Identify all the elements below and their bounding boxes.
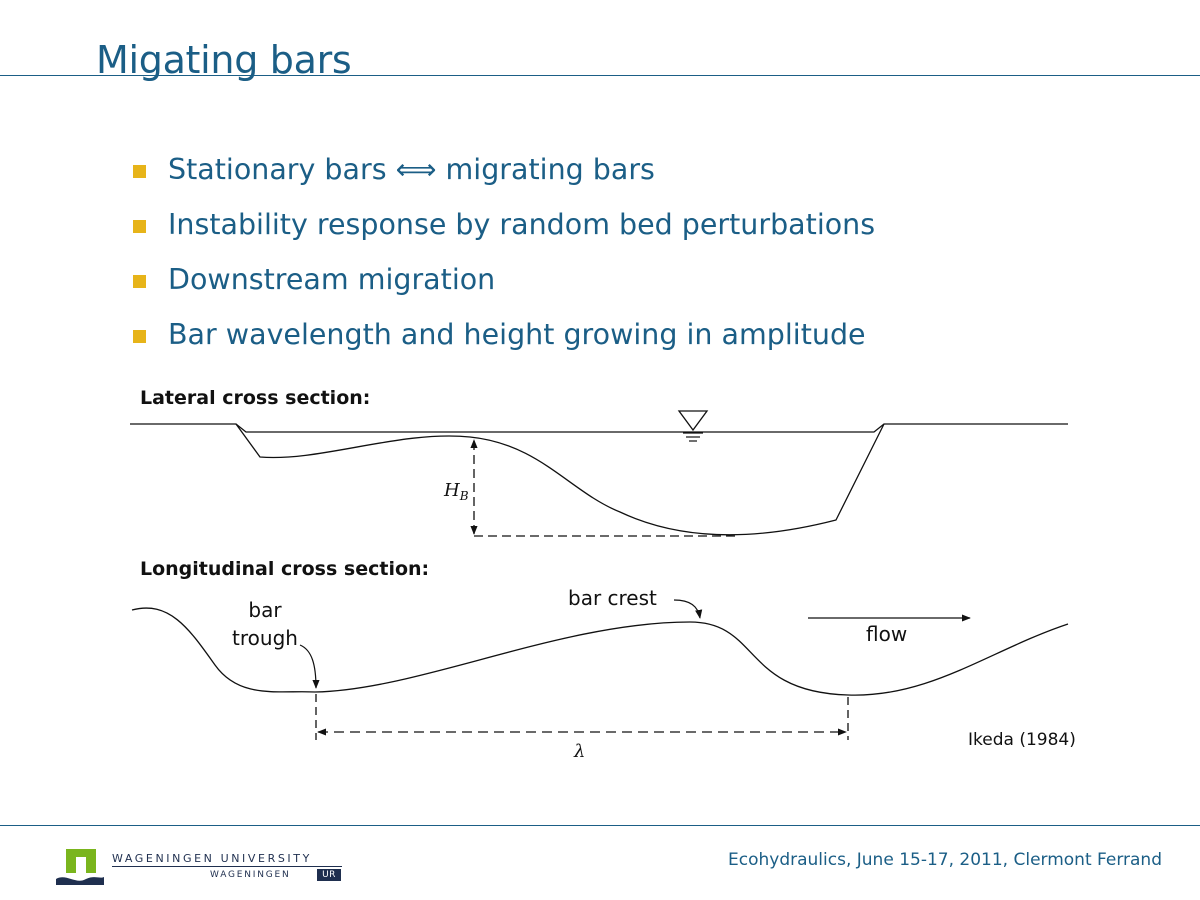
bullet-item <box>130 146 875 201</box>
slide-title: Migating bars <box>96 38 352 82</box>
logo-subline <box>112 866 342 883</box>
bar-crest-pointer <box>674 600 700 618</box>
bar-trough-label: bar <box>248 598 282 622</box>
bullet-item <box>130 311 875 366</box>
bullet-marker <box>133 165 146 178</box>
bar-trough-label: trough <box>232 626 298 650</box>
water-surface-symbol <box>679 411 707 441</box>
floodplain-bank-line <box>130 424 1068 432</box>
wageningen-logo-icon <box>56 847 104 887</box>
bullet-marker <box>133 330 146 343</box>
bullet-item <box>130 256 875 311</box>
lateral-section-heading: Lateral cross section: <box>140 387 371 409</box>
bullet-text: Downstream migration <box>168 263 496 296</box>
bar-trough-pointer <box>300 645 316 688</box>
bullet-text: Stationary bars ⟺ migrating bars <box>168 153 655 186</box>
bullet-marker <box>133 220 146 233</box>
bar-height-label: $H_B$ <box>444 480 469 503</box>
citation: Ikeda (1984) <box>968 730 1076 750</box>
title-divider <box>0 75 1200 76</box>
wavelength-label: λ <box>574 741 586 762</box>
lateral-bed-profile <box>236 424 884 535</box>
bar-crest-label: bar crest <box>568 586 657 610</box>
bullet-marker <box>133 275 146 288</box>
bar-cross-section-diagram <box>0 370 1200 790</box>
bullet-item <box>130 201 875 256</box>
bullet-text: Bar wavelength and height growing in amplitude <box>168 318 866 351</box>
longitudinal-section-heading: Longitudinal cross section: <box>140 558 430 580</box>
bullet-text: Instability response by random bed perturbations <box>168 208 876 241</box>
bullet-list <box>130 146 875 366</box>
logo-ur-badge: UR <box>317 869 341 881</box>
footer-event-text: Ecohydraulics, June 15-17, 2011, Clermont Ferrand <box>728 850 1162 870</box>
flow-label: flow <box>866 622 908 646</box>
logo-wordmark: WAGENINGEN UNIVERSITY <box>112 852 312 865</box>
logo-wageningen-text: WAGENINGEN <box>210 870 291 880</box>
footer-divider <box>0 825 1200 826</box>
